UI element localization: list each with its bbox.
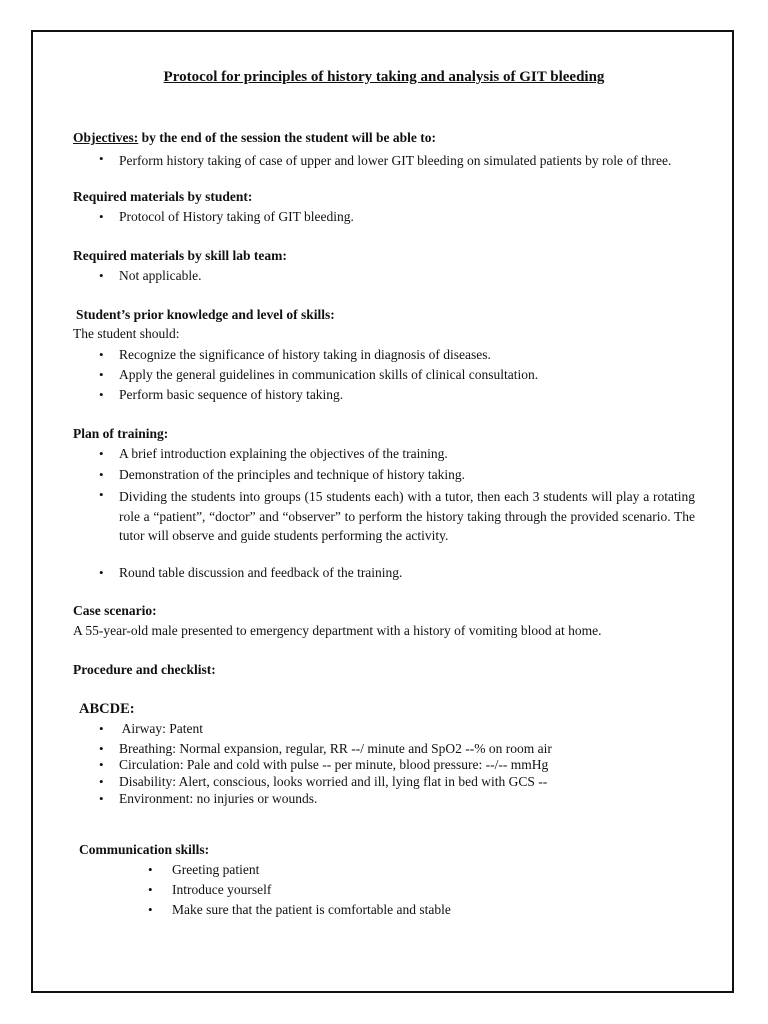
plan-item: Demonstration of the principles and technique of history taking.: [119, 467, 466, 482]
abcde-item: Circulation: Pale and cold with pulse -- per minute, blood pressure: --/-- mmHg: [119, 757, 549, 772]
bullet-icon: •: [99, 721, 104, 736]
abcde-item: Airway: Patent: [119, 721, 203, 736]
bullet-icon: •: [99, 209, 104, 224]
req-team-heading: Required materials by skill lab team:: [73, 248, 287, 263]
communication-item: Make sure that the patient is comfortable and stable: [172, 902, 451, 917]
plan-item: Round table discussion and feedback of the training.: [119, 565, 403, 580]
prior-item: Recognize the significance of history taking in diagnosis of diseases.: [119, 347, 491, 362]
document-title: Protocol for principles of history taking and analysis of GIT bleeding: [163, 69, 605, 85]
bullet-icon: •: [99, 565, 104, 580]
bullet-icon: •: [99, 757, 104, 772]
abcde-item: Environment: no injuries or wounds.: [119, 791, 318, 806]
communication-heading: Communication skills:: [79, 842, 210, 857]
bullet-icon: •: [99, 367, 104, 382]
communication-item: Greeting patient: [172, 862, 260, 877]
bullet-icon: •: [99, 151, 104, 166]
objectives-rest: by the end of the session the student will be able to:: [138, 130, 436, 145]
prior-item: Apply the general guidelines in communication skills of clinical consultation.: [119, 367, 539, 382]
plan-item: Dividing the students into groups (15 students each) with a tutor, then each 3 students will play a rotating role a “patient”, “doctor” and “observer” to perform the history taking through the provided scenario. The tutor will observe and guide students performing the activity.: [119, 489, 695, 543]
objectives-heading: [73, 130, 436, 146]
bullet-icon: •: [148, 882, 153, 897]
communication-item: Introduce yourself: [172, 882, 272, 897]
bullet-icon: •: [99, 467, 104, 482]
objectives-label: Objectives:: [73, 130, 139, 145]
bullet-icon: •: [148, 862, 153, 877]
req-student-item: Protocol of History taking of GIT bleeding.: [119, 209, 354, 224]
bullet-icon: •: [99, 347, 104, 362]
prior-item: Perform basic sequence of history taking.: [119, 387, 344, 402]
abcde-item: Breathing: Normal expansion, regular, RR --/ minute and SpO2 --% on room air: [119, 741, 552, 756]
bullet-icon: •: [99, 791, 104, 806]
bullet-icon: •: [99, 446, 104, 461]
req-student-heading: Required materials by student:: [73, 189, 253, 204]
bullet-icon: •: [99, 487, 104, 502]
prior-heading: Student’s prior knowledge and level of skills:: [76, 307, 335, 322]
objectives-item: Perform history taking of case of upper and lower GIT bleeding on simulated patients by role of three.: [119, 153, 672, 168]
bullet-icon: •: [99, 774, 104, 789]
bullet-icon: •: [99, 387, 104, 402]
procedure-heading: Procedure and checklist:: [73, 662, 216, 677]
req-team-item: Not applicable.: [119, 268, 202, 283]
prior-intro: The student should:: [73, 326, 180, 341]
bullet-icon: •: [99, 268, 104, 283]
bullet-icon: •: [99, 741, 104, 756]
plan-heading: Plan of training:: [73, 426, 169, 441]
case-text: A 55-year-old male presented to emergency department with a history of vomiting blood at home.: [73, 623, 602, 638]
abcde-item: Disability: Alert, conscious, looks worried and ill, lying flat in bed with GCS --: [119, 774, 548, 789]
bullet-icon: •: [148, 902, 153, 917]
abcde-heading: ABCDE:: [79, 701, 135, 717]
plan-item: A brief introduction explaining the objectives of the training.: [119, 446, 448, 461]
case-heading: Case scenario:: [73, 603, 157, 618]
